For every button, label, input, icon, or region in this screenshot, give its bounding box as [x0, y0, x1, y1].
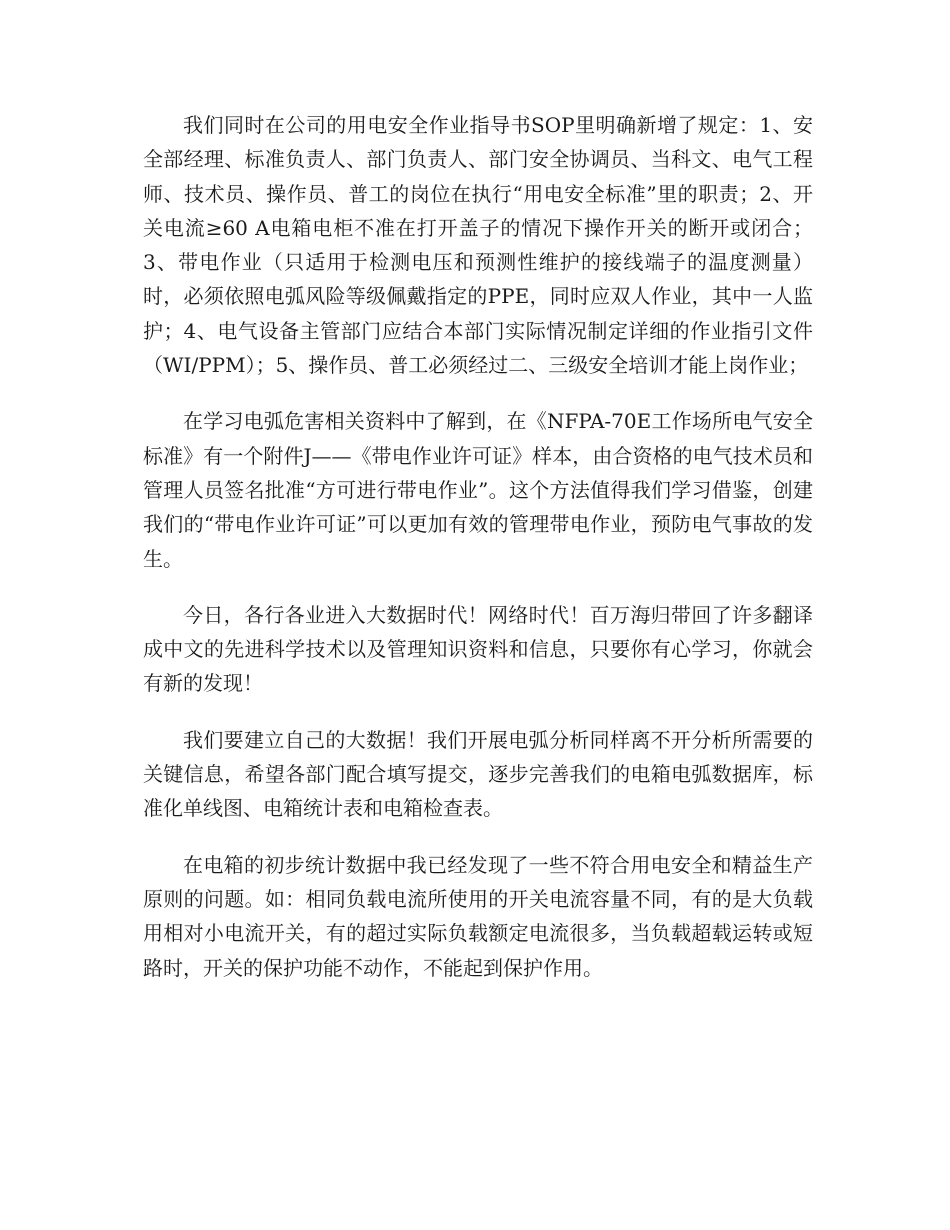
paragraph-build-database: 我们要建立自己的大数据！我们开展电弧分析同样离不开分析所需要的关键信息，希望各部门配合填写提交，逐步完善我们的电箱电弧数据库，标准化单线图、电箱统计表和电箱检查表。: [143, 727, 813, 821]
paragraph-sop-rules: 我们同时在公司的用电安全作业指导书SOP里明确新增了规定：1、安全部经理、标准负责人、部门负责人、部门安全协调员、当科文、电气工程师、技术员、操作员、普工的岗位在执行“用电安全标准”里的职责；2、开关电流≥60 A电箱电柜不准在打开盖子的情况下操作开关的断开或闭合；3、带电作业（只适用于检测电压和预测性维护的接线端子的温度测量）时，必须依照电弧风险等级佩戴指定的PPE，同时应双人作业，其中一人监护；4、电气设备主管部门应结合本部门实际情况制定详细的作业指引文件（WI/PPM）；5、操作员、普工必须经过二、三级安全培训才能上岗作业；: [143, 113, 813, 378]
paragraph-statistics-issues: 在电箱的初步统计数据中我已经发现了一些不符合用电安全和精益生产原则的问题。如：相同负载电流所使用的开关电流容量不同，有的是大负载用相对小电流开关，有的超过实际负载额定电流很多，当负载超载运转或短路时，开关的保护功能不动作，不能起到保护作用。: [143, 852, 813, 980]
document-body: [143, 108, 813, 1007]
paragraph-big-data-era: 今日，各行各业进入大数据时代！网络时代！百万海归带回了许多翻译成中文的先进科学技术以及管理知识资料和信息，只要你有心学习，你就会有新的发现！: [143, 602, 813, 696]
paragraph-nfpa-permit: 在学习电弧危害相关资料中了解到，在《NFPA-70E工作场所电气安全标准》有一个附件J——《带电作业许可证》样本，由合资格的电气技术员和管理人员签名批准“方可进行带电作业”。这个方法值得我们学习借鉴，创建我们的“带电作业许可证”可以更加有效的管理带电作业，预防电气事故的发生。: [143, 409, 813, 571]
